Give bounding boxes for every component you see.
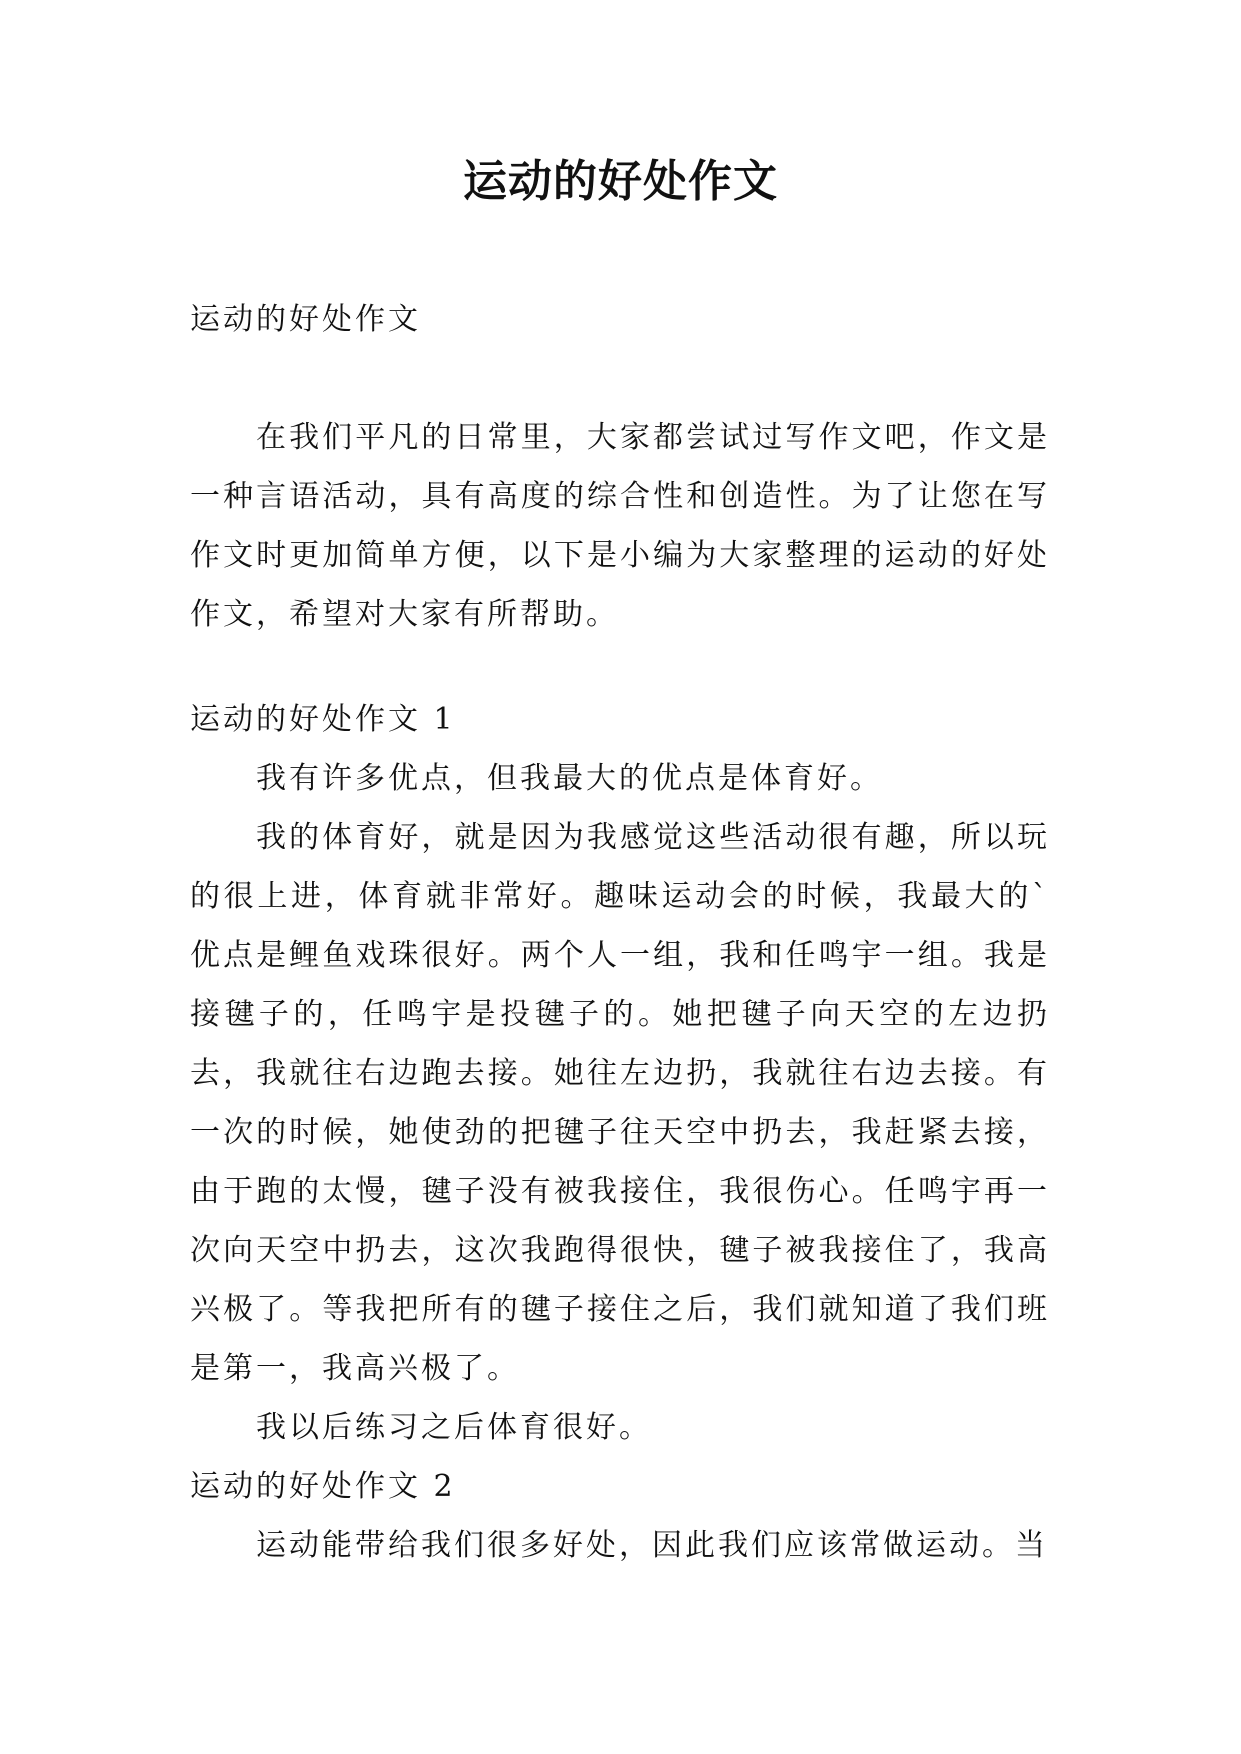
document-body xyxy=(190,290,1050,1575)
document-title: 运动的好处作文 xyxy=(463,156,778,207)
essay-1-paragraph-1: 我有许多优点，但我最大的优点是体育好。 xyxy=(256,761,883,796)
essay-1-heading: 运动的好处作文 1 xyxy=(190,702,456,737)
essay-1-paragraph-2: 我的体育好，就是因为我感觉这些活动很有趣，所以玩的很上进，体育就非常好。趣味运动会的时候，我最大的`优点是鲤鱼戏珠很好。两个人一组，我和任鸣宇一组。我是接毽子的，任鸣宇是投毽子的。她把毽子向天空的左边扔去，我就往右边跑去接。她往左边扔，我就往右边去接。有一次的时候，她使劲的把毽子往天空中扔去，我赶紧去接，由于跑的太慢，毽子没有被我接住，我很伤心。任鸣宇再一次向天空中扔去，这次我跑得很快，毽子被我接住了，我高兴极了。等我把所有的毽子接住之后，我们就知道了我们班是第一，我高兴极了。 xyxy=(190,820,1050,1386)
essay-1-paragraph-3: 我以后练习之后体育很好。 xyxy=(256,1410,652,1445)
document-subtitle: 运动的好处作文 xyxy=(190,302,421,337)
essay-2-paragraph-1: 运动能带给我们很多好处，因此我们应该常做运动。当 xyxy=(256,1528,1048,1563)
essay-2-heading: 运动的好处作文 2 xyxy=(190,1469,456,1504)
intro-paragraph: 在我们平凡的日常里，大家都尝试过写作文吧，作文是一种言语活动，具有高度的综合性和创造性。为了让您在写作文时更加简单方便，以下是小编为大家整理的运动的好处作文，希望对大家有所帮助。 xyxy=(190,420,1050,632)
